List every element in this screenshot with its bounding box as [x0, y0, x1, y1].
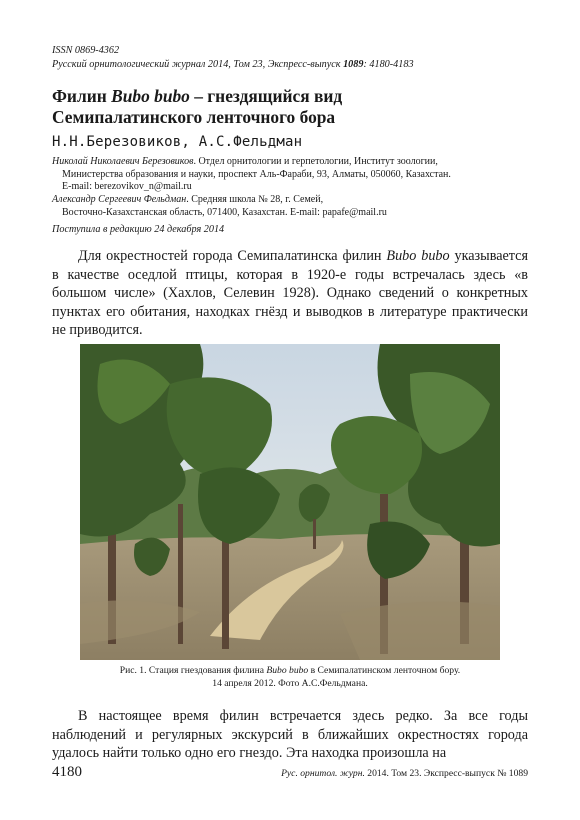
journal-header — [52, 44, 532, 71]
journal-name: Русский орнитологический журнал 2014, Том 23, Экспресс-выпуск — [52, 58, 344, 70]
figure-caption — [60, 664, 520, 690]
affiliation-1 — [52, 156, 532, 194]
caption-species: Bubo bubo — [266, 665, 309, 676]
author-2-name: Александр Сергеевич Фельдман — [52, 194, 187, 205]
affiliation-2-line-2: Восточно-Казахстанская область, 071400, Казахстан. E-mail: papafe@mail.ru — [62, 206, 387, 218]
affiliation-1-line-2: Министерства образования и науки, проспект Аль-Фараби, 93, Алматы, 050060, Казахстан. — [62, 168, 451, 180]
caption-line-2: 14 апреля 2012. Фото А.С.Фельдмана. — [212, 678, 368, 689]
title-text-end: – гнездящийся вид — [189, 86, 343, 106]
paragraph-1-rest: указывается в качестве оседлой птицы, которая в 1920-е годы встречалась здесь «в большом числе» (Хахлов, Селевин 1928). Однако сведений о конкретных пунктах его обитания, находках гнёзд и выводков в литературе практически не приводится. — [52, 248, 528, 339]
footer-citation — [281, 768, 528, 779]
author-1-name: Николай Николаевич Березовиков — [52, 156, 194, 167]
affiliation-1-dept: . Отдел орнитологии и герпетологии, Институт зоологии, — [193, 156, 438, 167]
author-1-email: E-mail: berezovikov_n@mail.ru — [62, 181, 192, 193]
title-line-1 — [52, 86, 532, 107]
affiliation-2-school: . Средняя школа № 28, г. Семей, — [186, 194, 324, 205]
footer-journal-abbr: Рус. орнитол. журн. — [281, 768, 365, 779]
page-number: 4180 — [52, 764, 82, 780]
journal-citation-line — [52, 58, 532, 72]
authors-line: Н.Н.Березовиков, А.С.Фельдман — [52, 134, 303, 150]
caption-start: Рис. 1. Стация гнездования филина — [119, 665, 267, 676]
page-range: : 4180-4183 — [363, 58, 414, 70]
caption-end: в Семипалатинском ленточном бору. — [308, 665, 461, 676]
paragraph-1-start: Для окрестностей города Семипалатинска филин — [78, 248, 387, 264]
paragraph-1-text — [52, 247, 528, 340]
paragraph-2 — [52, 707, 528, 763]
affiliation-2-line-1 — [52, 194, 532, 207]
issn-line: ISSN 0869-4362 — [52, 45, 120, 56]
footer-issue: 2014. Том 23. Экспресс-выпуск № 1089 — [364, 768, 528, 779]
affiliation-2 — [52, 194, 532, 219]
affiliation-1-line-1 — [52, 156, 532, 169]
paragraph-2-text: В настоящее время филин встречается здесь редко. За все годы наблюдений и регулярных экскурсий в ближайших окрестностях города удалось найти только одно его гнездо. Эта находка произошла на — [52, 708, 528, 762]
received-date: Поступила в редакцию 24 декабря 2014 — [52, 224, 225, 235]
title-line-2: Семипалатинского ленточного бора — [52, 107, 336, 127]
issue-number: 1089 — [343, 58, 364, 70]
figure-photo — [80, 344, 500, 660]
paragraph-1 — [52, 247, 528, 340]
caption-line-1 — [60, 664, 520, 677]
paragraph-1-species: Bubo bubo — [386, 248, 450, 264]
article-title — [52, 86, 532, 128]
title-text-start: Филин — [52, 86, 112, 106]
pine-forest-photo — [80, 344, 500, 660]
title-species: Bubo bubo — [111, 86, 190, 106]
